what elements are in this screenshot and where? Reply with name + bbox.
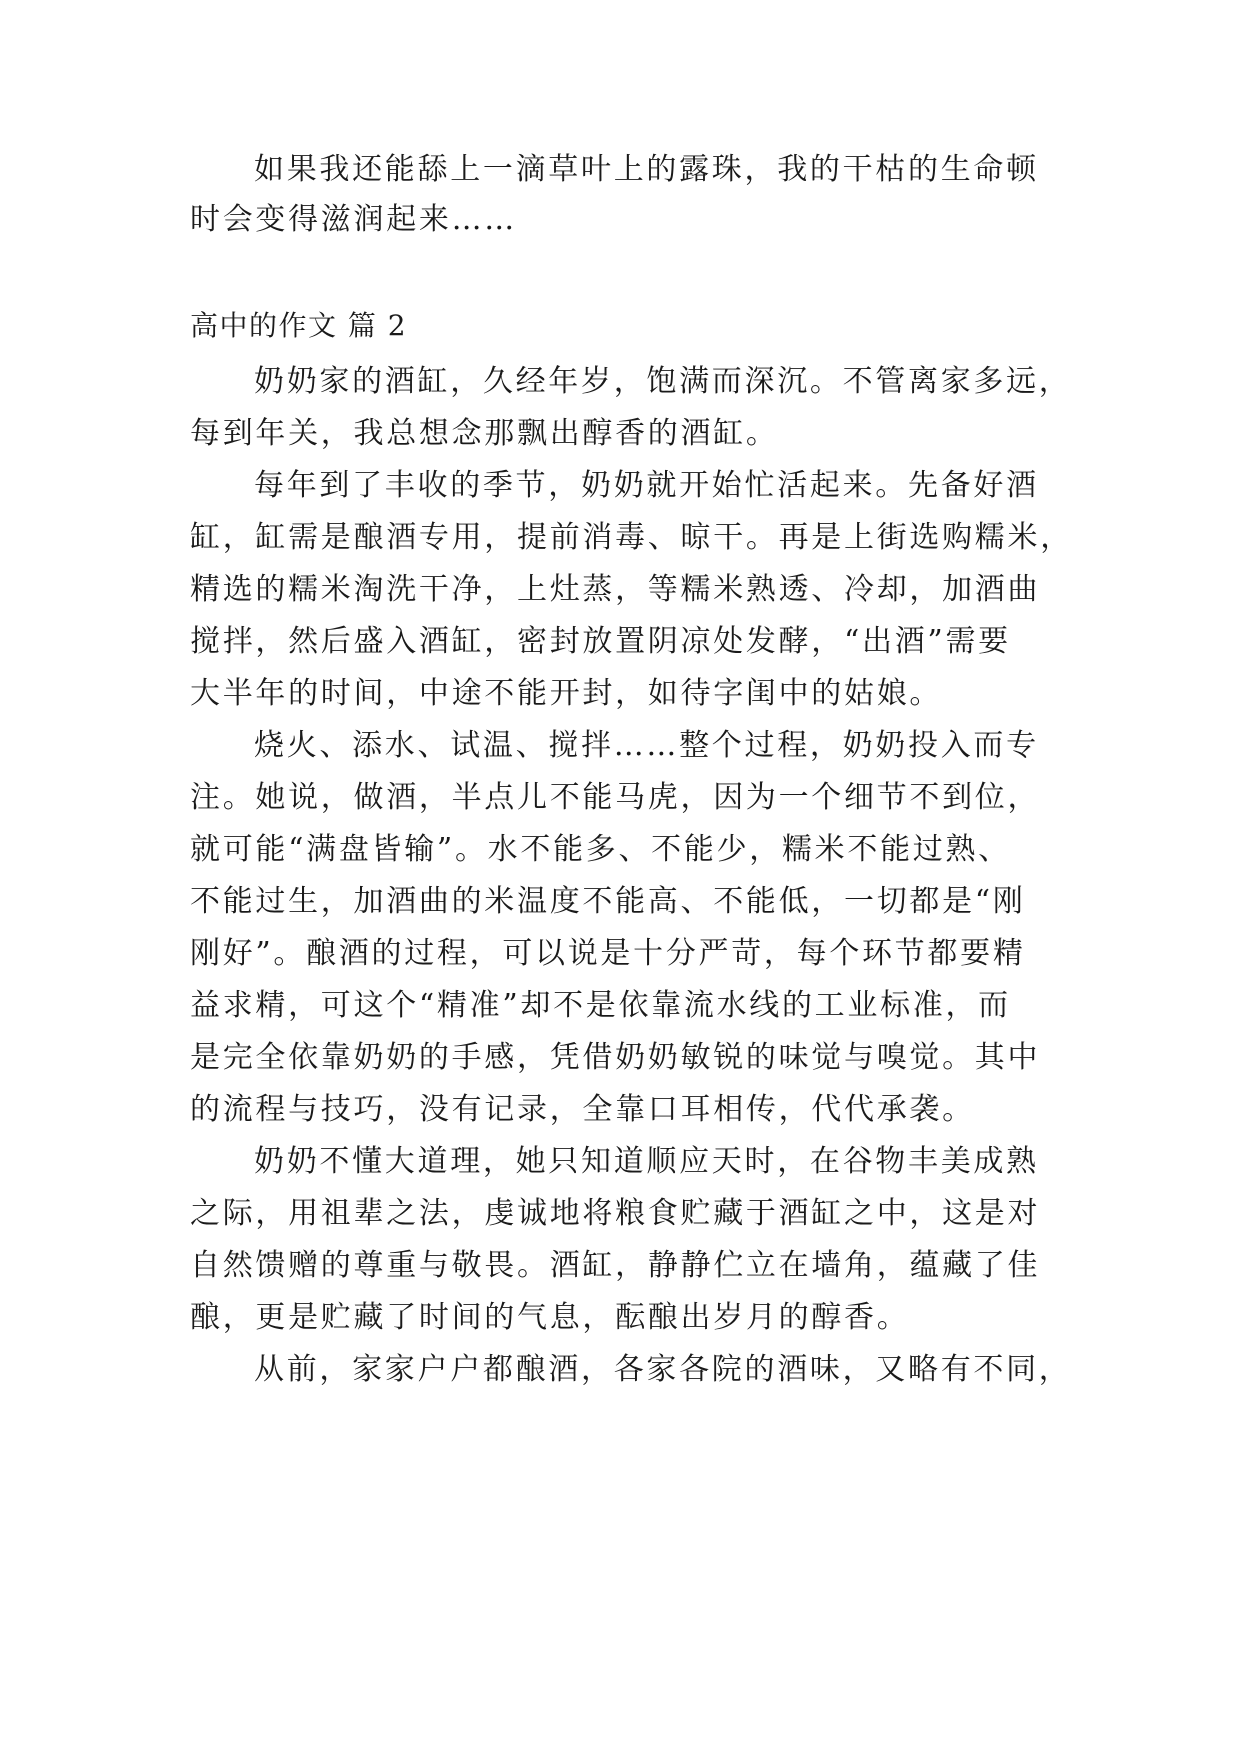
paragraph-line: 奶奶不懂大道理，她只知道顺应天时，在谷物丰美成熟 [254, 1144, 1039, 1179]
paragraph-line: 搅拌，然后盛入酒缸，密封放置阴凉处发酵，“出酒”需要 [190, 624, 1011, 659]
paragraph-line: 的流程与技巧，没有记录，全靠口耳相传，代代承袭。 [190, 1092, 975, 1127]
paragraph-line: 注。她说，做酒，半点儿不能马虎，因为一个细节不到位， [190, 780, 1041, 815]
paragraph-line: 就可能“满盘皆输”。水不能多、不能少，糯米不能过熟、 [190, 832, 1011, 867]
paragraph-line: 每到年关，我总想念那飘出醇香的酒缸。 [190, 416, 779, 451]
paragraph-line: 自然馈赠的尊重与敬畏。酒缸，静静伫立在墙角，蕴藏了佳 [190, 1248, 1041, 1283]
paragraph-line: 大半年的时间，中途不能开封，如待字闺中的姑娘。 [190, 676, 943, 711]
paragraph-line: 精选的糯米淘洗干净，上灶蒸，等糯米熟透、冷却，加酒曲 [190, 572, 1041, 607]
paragraph-line: 缸，缸需是酿酒专用，提前消毒、晾干。再是上街选购糯米， [190, 520, 1073, 555]
paragraph-line: 酿，更是贮藏了时间的气息，酝酿出岁月的醇香。 [190, 1300, 910, 1335]
paragraph-line: 从前，家家户户都酿酒，各家各院的酒味，又略有不同， [254, 1352, 1072, 1387]
paragraph-line: 刚好”。酿酒的过程，可以说是十分严苛，每个环节都要精 [190, 936, 1026, 971]
paragraph-line: 奶奶家的酒缸，久经年岁，饱满而深沉。不管离家多远， [254, 364, 1072, 399]
paragraph-line: 烧火、添水、试温、搅拌……整个过程，奶奶投入而专 [254, 728, 1039, 763]
paragraph-line: 是完全依靠奶奶的手感，凭借奶奶敏锐的味觉与嗅觉。其中 [190, 1040, 1041, 1075]
section-heading: 高中的作文 篇 2 [190, 309, 408, 342]
paragraph-line: 每年到了丰收的季节，奶奶就开始忙活起来。先备好酒 [254, 468, 1039, 503]
paragraph-line: 之际，用祖辈之法，虔诚地将粮食贮藏于酒缸之中，这是对 [190, 1196, 1041, 1231]
paragraph-line: 如果我还能舔上一滴草叶上的露珠，我的干枯的生命顿 [254, 152, 1039, 187]
paragraph-line: 时会变得滋润起来…… [190, 202, 517, 237]
paragraph-line: 益求精，可这个“精准”却不是依靠流水线的工业标准，而 [190, 988, 1011, 1023]
paragraph-line: 不能过生，加酒曲的米温度不能高、不能低，一切都是“刚 [190, 884, 1026, 919]
